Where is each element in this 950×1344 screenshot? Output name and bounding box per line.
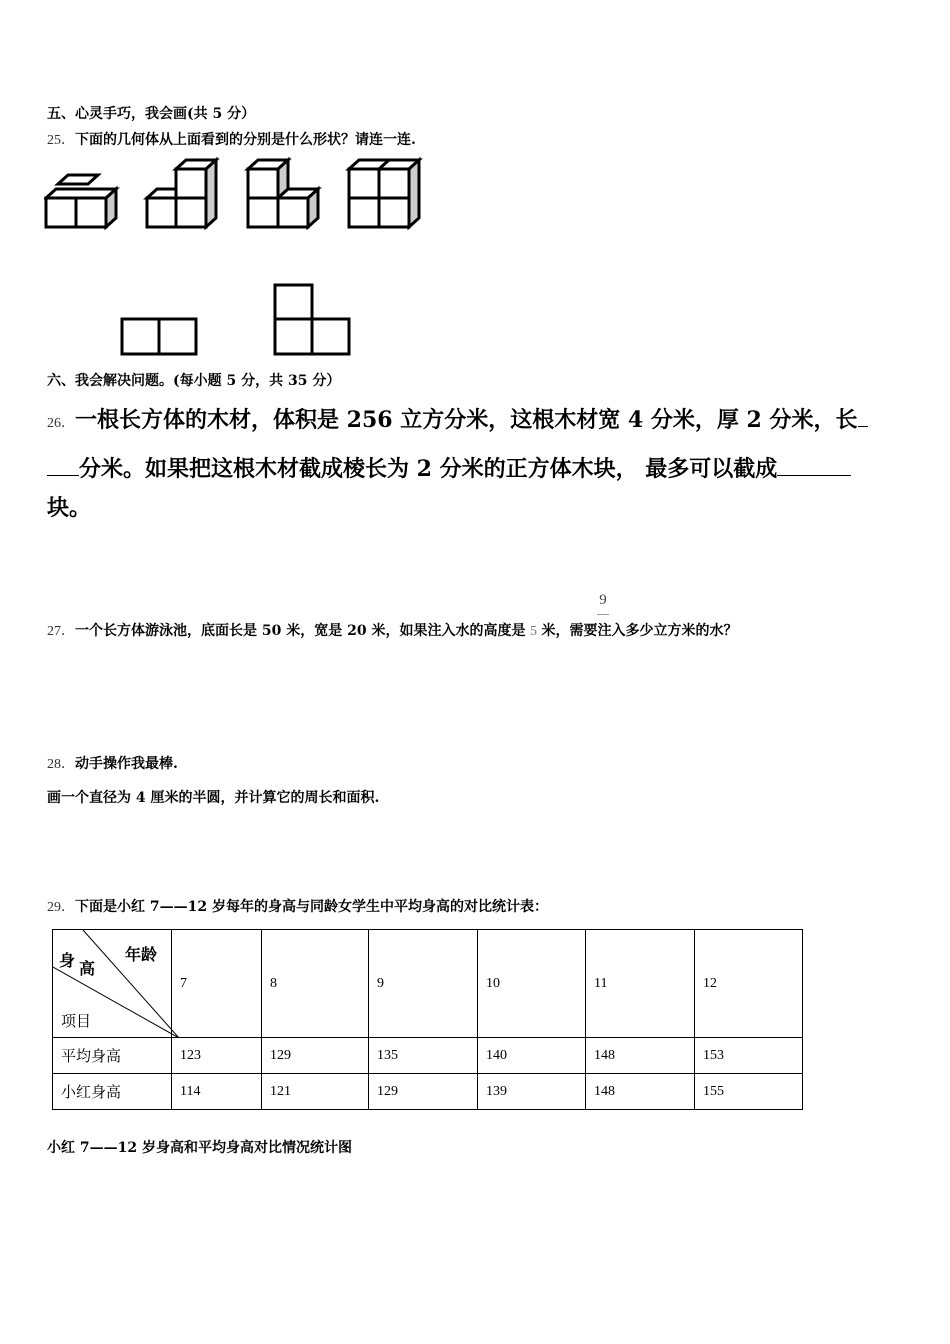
cube-figure-3: [248, 160, 318, 227]
corner-item-label: 项目: [61, 1014, 92, 1030]
top-view-two-squares: [122, 319, 196, 354]
chart-title: 小红 7——12 岁身高和平均身高对比情况统计图: [47, 1140, 352, 1156]
age-cell: 12: [695, 930, 803, 1038]
table-corner-cell: [53, 930, 172, 1038]
fraction-denominator: 5: [529, 624, 537, 639]
height-table: [52, 929, 803, 1110]
section5-title: 五、心灵手巧，我会画(共 5 分）: [47, 106, 256, 122]
q26-blank-length[interactable]: [858, 406, 868, 427]
fraction-numerator: 9: [599, 592, 607, 608]
value-cell: 148: [586, 1074, 695, 1110]
corner-age-label: 年龄: [125, 947, 158, 964]
q26-number: 26．: [47, 416, 75, 431]
q26-line2: [47, 452, 851, 483]
value-cell: 129: [262, 1038, 369, 1074]
age-cell: 8: [262, 930, 369, 1038]
q26-blank-length-cont[interactable]: [47, 455, 79, 476]
top-view-L-shape: [275, 285, 349, 354]
corner-height-label-1: 身: [59, 953, 76, 970]
value-cell: 121: [262, 1074, 369, 1110]
q28-number: 28．: [47, 757, 75, 772]
value-cell: 129: [369, 1074, 478, 1110]
q25-number: 25．: [47, 133, 75, 148]
q26-line3: 块。: [47, 495, 92, 521]
cube-figure-4: [349, 160, 419, 227]
value-cell: 139: [478, 1074, 586, 1110]
q29-number: 29．: [47, 900, 75, 915]
cube-figure-2: [147, 160, 216, 227]
q28-text: 画一个直径为 4 厘米的半圆，并计算它的周长和面积.: [47, 790, 380, 806]
q27-number: 27．: [47, 624, 75, 639]
age-cell: 9: [369, 930, 478, 1038]
row-label: 小红身高: [53, 1074, 172, 1110]
q29-text: 下面是小红 7——12 岁每年的身高与同龄女学生中平均身高的对比统计表：: [75, 899, 548, 915]
q27-text-before: 一个长方体游泳池，底面长是 50 米，宽是 20 米，如果注入水的高度是: [75, 623, 526, 639]
cube-figures: [44, 155, 424, 360]
q26-text-2: 分米。如果把这根木材截成棱长为 2 分米的正方体木块， 最多可以截成: [79, 456, 778, 482]
q27: [47, 620, 737, 640]
value-cell: 114: [172, 1074, 262, 1110]
age-cell: 11: [586, 930, 695, 1038]
age-cell: 7: [172, 930, 262, 1038]
value-cell: 140: [478, 1038, 586, 1074]
q25-text: 下面的几何体从上面看到的分别是什么形状？请连一连.: [75, 132, 416, 148]
section6-title: 六、我会解决问题。(每小题 5 分，共 35 分）: [47, 373, 341, 389]
fraction-bar: [597, 614, 609, 615]
value-cell: 135: [369, 1038, 478, 1074]
table-row: [53, 1074, 803, 1110]
q27-text-after: 米，需要注入多少立方米的水？: [541, 623, 738, 639]
row-label: 平均身高: [53, 1038, 172, 1074]
value-cell: 153: [695, 1038, 803, 1074]
q26-line1: [47, 403, 868, 434]
table-row: [53, 1038, 803, 1074]
value-cell: 155: [695, 1074, 803, 1110]
q29: [47, 896, 548, 916]
age-cell: 10: [478, 930, 586, 1038]
value-cell: 148: [586, 1038, 695, 1074]
value-cell: 123: [172, 1038, 262, 1074]
cube-figure-1: [46, 175, 116, 227]
q26-blank-count[interactable]: [777, 455, 851, 476]
q26-text-1: 一根长方体的木材，体积是 256 立方分米，这根木材宽 4 分米，厚 2 分米，长: [75, 407, 858, 433]
q28: [47, 753, 178, 773]
corner-height-label-2: 高: [79, 961, 96, 978]
table-header-row: [53, 930, 803, 1038]
q25: [47, 129, 416, 149]
q28-title: 动手操作我最棒.: [75, 756, 178, 772]
